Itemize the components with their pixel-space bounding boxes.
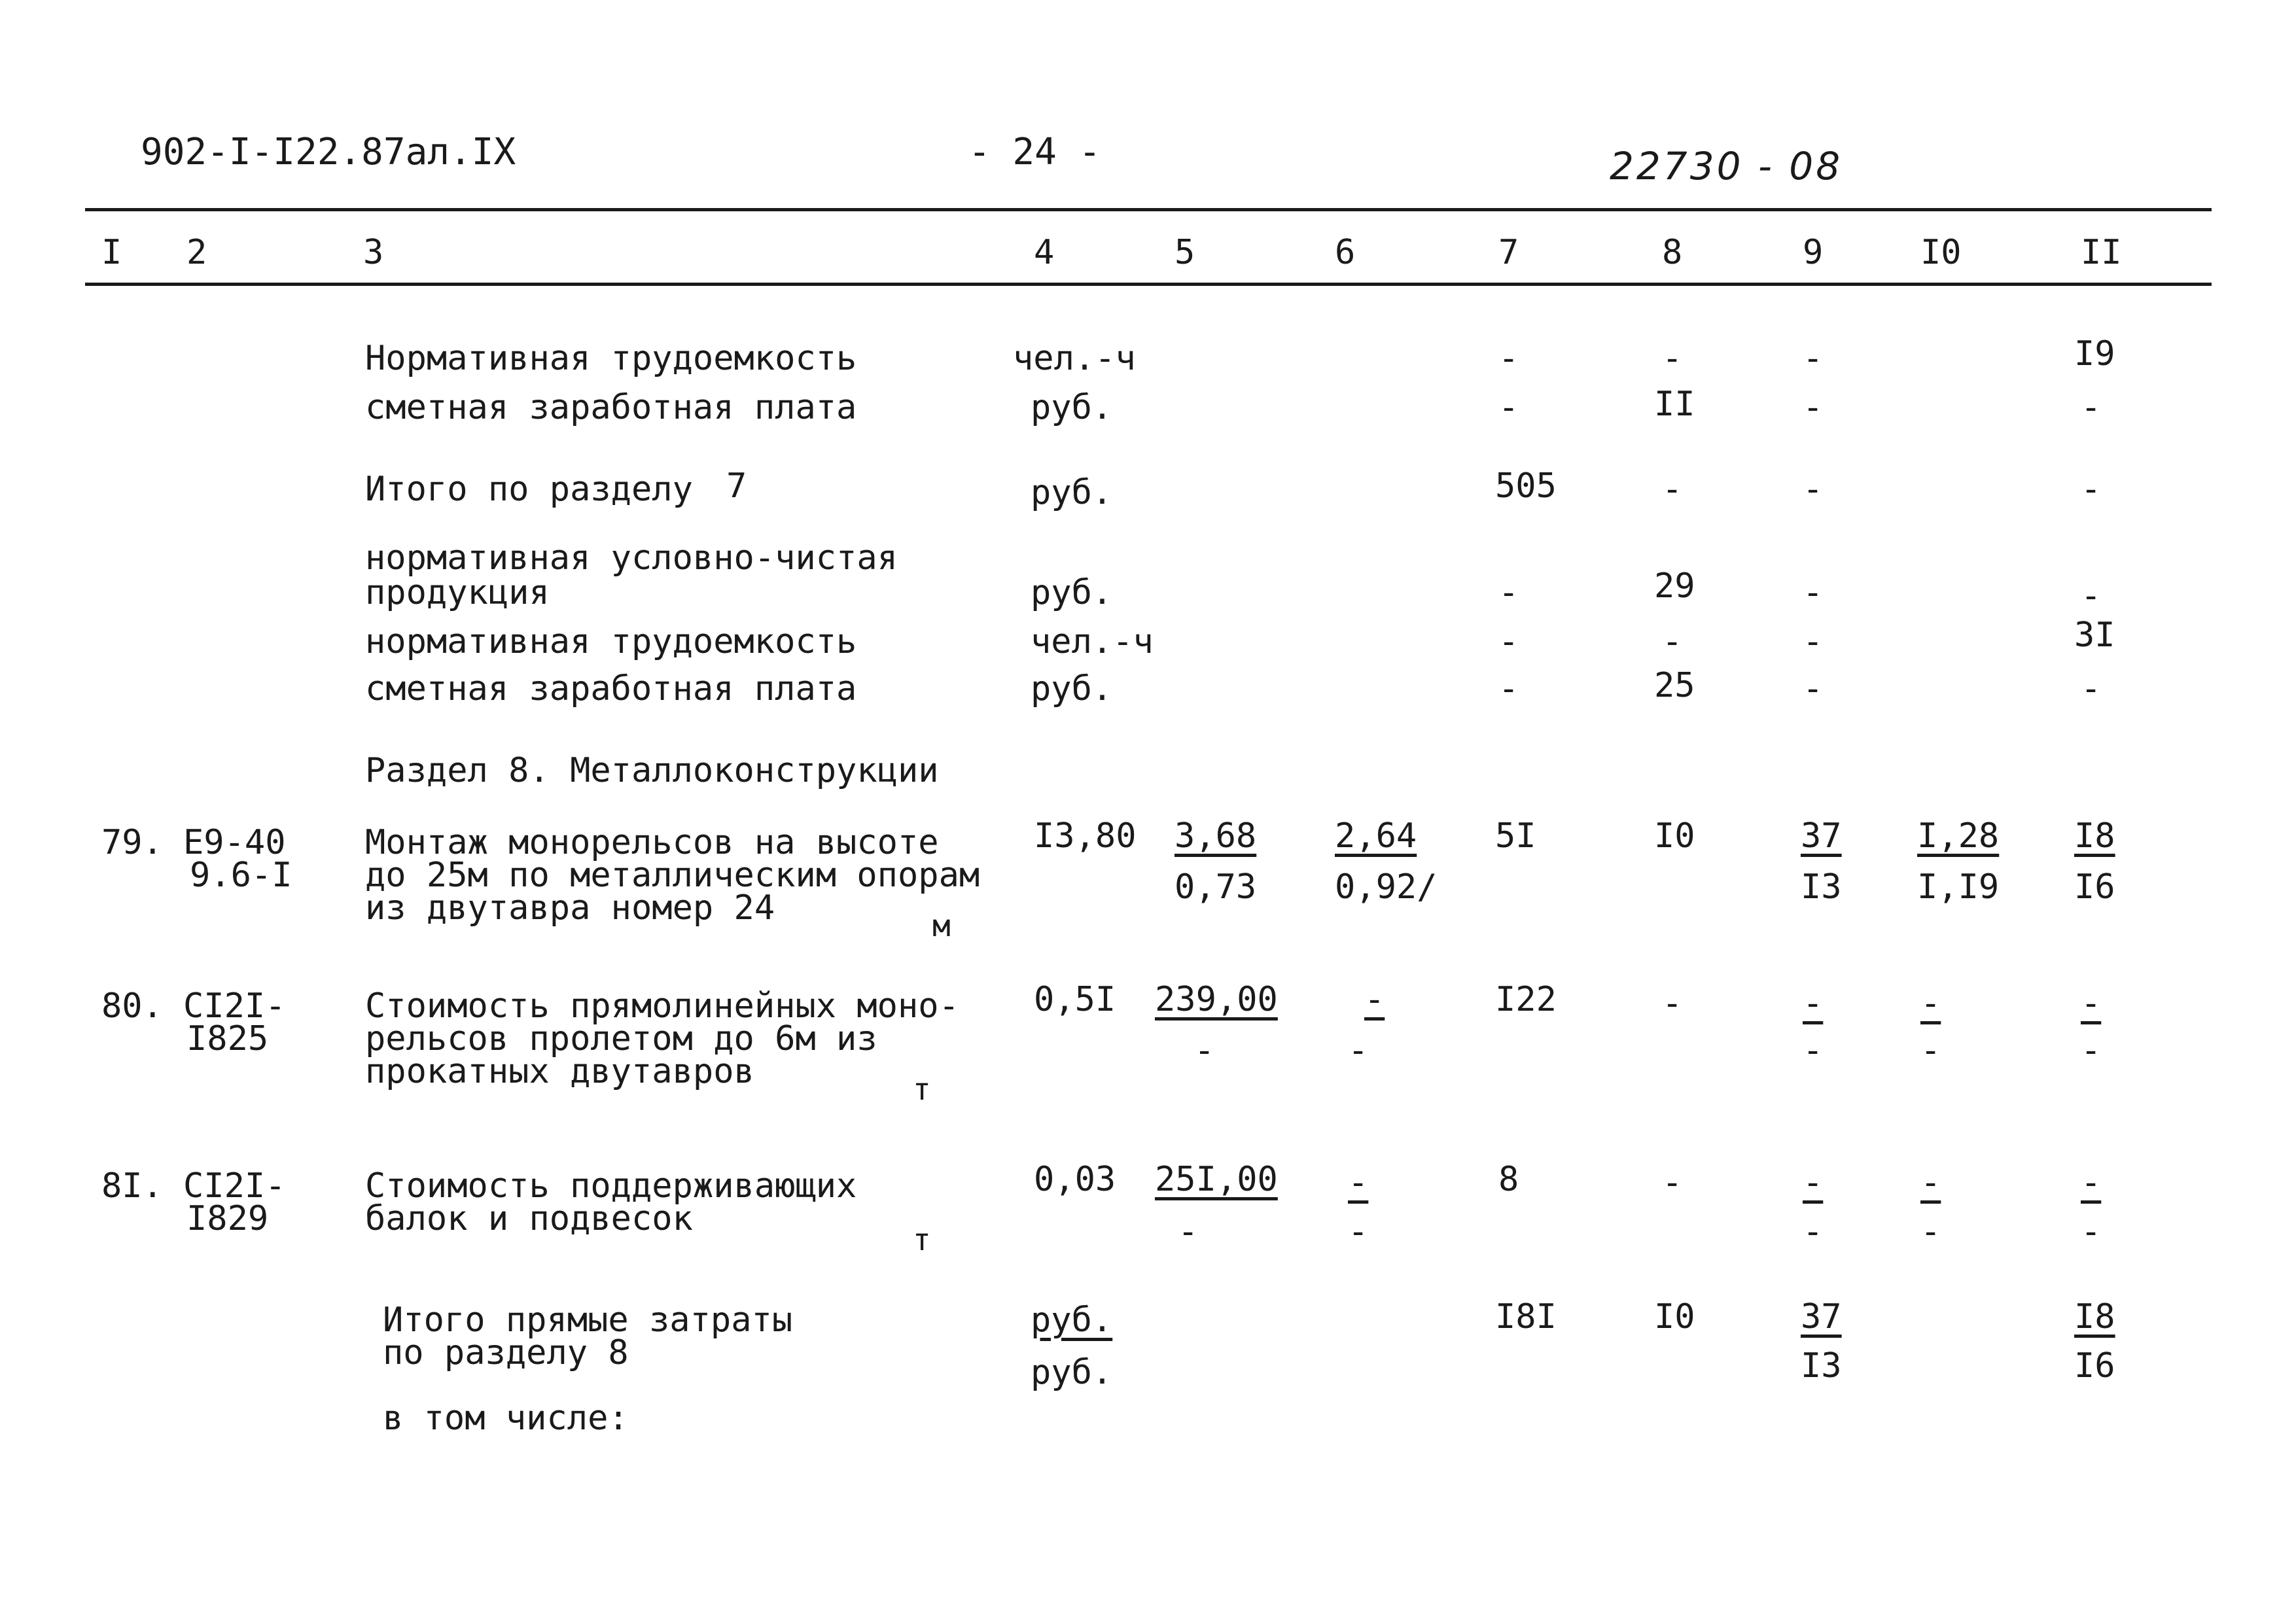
- row-label: Нормативная трудоемкость: [365, 339, 857, 378]
- cell-c7: -: [1498, 388, 1519, 427]
- item-code-line1: Е9-40: [183, 823, 286, 862]
- cell-c10-bottom: -: [1920, 1031, 1941, 1070]
- cell-c11-bottom: I6: [2074, 867, 2115, 907]
- total-label-line1: Итого прямые затраты: [383, 1300, 793, 1340]
- cell-c11: I9: [2074, 334, 2115, 374]
- cell-c5-top: 3,68: [1174, 816, 1257, 856]
- column-header-9: 9: [1803, 233, 1824, 272]
- row-unit: чел.-ч: [1031, 622, 1154, 661]
- cell-c11-bottom: I6: [2074, 1346, 2115, 1386]
- cell-c5-bottom: -: [1178, 1212, 1199, 1251]
- cell-c10-top: -: [1920, 1163, 1941, 1202]
- including-label: в том числе:: [383, 1399, 629, 1438]
- cell-c11-top: -: [2081, 984, 2102, 1023]
- column-header-10: I0: [1920, 233, 1962, 272]
- header-bottom-rule: [85, 283, 2212, 286]
- section-8-title: Раздел 8. Металлоконструкции: [365, 751, 939, 790]
- cell-c9: -: [1803, 388, 1824, 427]
- cell-c7: -: [1498, 339, 1519, 378]
- cell-c6-top: 2,64: [1335, 816, 1417, 856]
- cell-c9-bottom: I3: [1801, 1346, 1842, 1386]
- cell-c7: -: [1498, 573, 1519, 612]
- cell-c6-bottom: -: [1348, 1031, 1369, 1070]
- cell-c10-top: I,28: [1917, 816, 2000, 856]
- cell-c11: -: [2081, 576, 2102, 616]
- total-section-number: 7: [726, 466, 747, 506]
- page-number: - 24 -: [968, 131, 1101, 173]
- cell-c10-top: -: [1920, 984, 1941, 1023]
- cell-c5-top: 25I,00: [1155, 1160, 1278, 1199]
- cell-c7: 5I: [1495, 816, 1536, 856]
- row-unit: руб.: [1031, 573, 1113, 612]
- cell-c7: I22: [1495, 980, 1557, 1019]
- header-top-rule: [85, 208, 2212, 211]
- cell-c11-top: -: [2081, 1163, 2102, 1202]
- cell-c8: -: [1662, 470, 1683, 509]
- cell-c9-bottom: I3: [1801, 867, 1842, 907]
- cell-c9-top: -: [1803, 1163, 1824, 1202]
- row-unit: руб.: [1031, 388, 1113, 427]
- cell-c11: -: [2081, 470, 2102, 509]
- inventory-number: 22730 - 08: [1610, 144, 1843, 188]
- cell-c8: I0: [1654, 1297, 1695, 1336]
- item-desc-line1: Стоимость прямолинейных моно-: [365, 986, 959, 1026]
- column-header-5: 5: [1174, 233, 1195, 272]
- item-code-line1: СI2I-: [183, 1166, 286, 1206]
- cell-c5-bottom: -: [1194, 1031, 1215, 1070]
- cell-c8: I0: [1654, 816, 1695, 856]
- column-header-6: 6: [1335, 233, 1356, 272]
- item-desc-line2: рельсов пролетом до 6м из: [365, 1019, 877, 1058]
- row-unit: чел.-ч: [1013, 339, 1136, 378]
- item-desc-line1: Монтаж монорельсов на высоте: [365, 823, 939, 862]
- item-number: 79.: [101, 823, 163, 862]
- cell-c6-top: -: [1364, 980, 1385, 1019]
- cell-c9: -: [1803, 669, 1824, 708]
- item-unit: т: [913, 1072, 931, 1107]
- cell-c6-top: -: [1348, 1163, 1369, 1202]
- cell-c5-bottom: 0,73: [1174, 867, 1257, 907]
- cell-c9-top: 37: [1801, 1297, 1842, 1336]
- row-unit: руб.: [1031, 669, 1113, 708]
- item-desc-line1: Стоимость поддерживающих: [365, 1166, 857, 1206]
- row-label: нормативная трудоемкость: [365, 622, 857, 661]
- total-unit-top: руб.: [1031, 1300, 1113, 1340]
- column-header-7: 7: [1498, 233, 1519, 272]
- column-header-1: I: [101, 233, 122, 272]
- item-desc-line3: прокатных двутавров: [365, 1052, 754, 1091]
- column-header-11: II: [2081, 233, 2122, 272]
- item-desc-line3: из двутавра номер 24: [365, 888, 775, 928]
- item-desc-line2: балок и подвесок: [365, 1199, 693, 1238]
- cell-c9: -: [1803, 470, 1824, 509]
- cell-c7: 8: [1498, 1160, 1519, 1199]
- cell-c11-bottom: -: [2081, 1031, 2102, 1070]
- cell-c7: I8I: [1495, 1297, 1557, 1336]
- cell-c7: 505: [1495, 466, 1557, 506]
- column-header-8: 8: [1662, 233, 1683, 272]
- cell-c5-top: 239,00: [1155, 980, 1278, 1019]
- cell-c4: I3,80: [1034, 816, 1137, 856]
- total-label-line2: по разделу 8: [383, 1333, 629, 1372]
- cell-c9-bottom: -: [1803, 1031, 1824, 1070]
- cell-c9-top: -: [1803, 984, 1824, 1023]
- cell-c10-bottom: -: [1920, 1212, 1941, 1251]
- cell-c11: -: [2081, 669, 2102, 708]
- cell-c8: -: [1662, 984, 1683, 1023]
- cell-c8: -: [1662, 339, 1683, 378]
- cell-c7: -: [1498, 622, 1519, 661]
- total-label: Итого по разделу: [365, 470, 693, 509]
- cell-c8: -: [1662, 1163, 1683, 1202]
- cell-c11-top: I8: [2074, 816, 2115, 856]
- cell-c7: -: [1498, 669, 1519, 708]
- total-unit-bottom: руб.: [1031, 1353, 1113, 1392]
- cell-c10-bottom: I,I9: [1917, 867, 2000, 907]
- item-number: 8I.: [101, 1166, 163, 1206]
- cell-c8: 29: [1654, 567, 1695, 606]
- column-header-2: 2: [186, 233, 207, 272]
- cell-c9: -: [1803, 622, 1824, 661]
- row-label-line2: продукция: [365, 573, 550, 612]
- row-label: сметная заработная плата: [365, 669, 857, 708]
- cell-c9: -: [1803, 573, 1824, 612]
- cell-c11-bottom: -: [2081, 1212, 2102, 1251]
- cell-c9-top: 37: [1801, 816, 1842, 856]
- item-code-line1: СI2I-: [183, 986, 286, 1026]
- item-code-line2: I825: [186, 1019, 269, 1058]
- cell-c9-bottom: -: [1803, 1212, 1824, 1251]
- cell-c11: 3I: [2074, 616, 2115, 655]
- column-header-4: 4: [1034, 233, 1055, 272]
- item-number: 80.: [101, 986, 163, 1026]
- item-unit: м: [932, 908, 951, 943]
- cell-c8: -: [1662, 622, 1683, 661]
- cell-c8: 25: [1654, 666, 1695, 705]
- cell-c9: -: [1803, 339, 1824, 378]
- cell-c4: 0,5I: [1034, 980, 1116, 1019]
- item-code-line2: 9.6-I: [190, 856, 292, 895]
- row-unit: руб.: [1031, 473, 1113, 512]
- cell-c6-bottom: -: [1348, 1212, 1369, 1251]
- item-unit: т: [913, 1222, 931, 1257]
- cell-c4: 0,03: [1034, 1160, 1116, 1199]
- item-desc-line2: до 25м по металлическим опорам: [365, 856, 980, 895]
- cell-c11-top: I8: [2074, 1297, 2115, 1336]
- document-code: 902-I-I22.87ал.IX: [141, 131, 516, 173]
- column-header-3: 3: [363, 233, 384, 272]
- item-code-line2: I829: [186, 1199, 269, 1238]
- cell-c11: -: [2081, 388, 2102, 427]
- row-label-line1: нормативная условно-чистая: [365, 538, 898, 578]
- row-label: сметная заработная плата: [365, 388, 857, 427]
- cell-c8: II: [1654, 385, 1695, 424]
- cell-c6-bottom: 0,92/: [1335, 867, 1438, 907]
